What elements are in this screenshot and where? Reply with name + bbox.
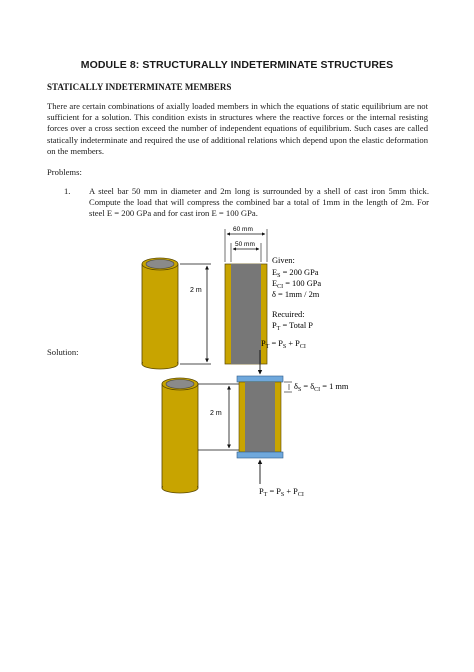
problem-number: 1.: [64, 186, 71, 196]
load-bottom-label: $P_T = P_S + P_{CI}$: [259, 487, 304, 498]
length-label-2: 2 m: [210, 410, 222, 417]
compressed-section: [237, 376, 283, 458]
deflection-label: $\delta_S = \delta_{CI} = 1$ mm: [294, 382, 349, 393]
inner-dim-label: 50 mm: [235, 241, 255, 248]
module-title: MODULE 8: STRUCTURALLY INDETERMINATE STRUCTURES: [80, 59, 394, 71]
given-block: [272, 256, 321, 332]
problems-label: Problems:: [47, 167, 82, 177]
problem-text: A steel bar 50 mm in diameter and 2m long is surrounded by a shell of cast iron 5mm thick. Compute the load that will compress the combined bar a total of 1mm in the length of 2m. For steel E = 200 GPa and for cast iron E = 100 GPa.: [89, 186, 429, 219]
required-label: Recuired:: [272, 310, 305, 319]
section-view: [225, 264, 267, 364]
outer-dim-label: 60 mm: [233, 226, 253, 233]
cylinder-3d: [142, 258, 178, 369]
given-eci: $E_{CI} = 100$ GPa: [272, 279, 322, 290]
load-top-label: $P_T = P_S + P_{CI}$: [261, 339, 306, 350]
solution-label: Solution:: [47, 347, 79, 357]
length-label: 2 m: [190, 287, 202, 294]
section-title: STATICALLY INDETERMINATE MEMBERS: [47, 82, 232, 92]
required-pt: $P_T$ = Total P: [272, 321, 313, 332]
given-es: $E_S = 200$ GPa: [272, 268, 319, 279]
cylinder-3d-2: [162, 378, 198, 493]
given-label: Given:: [272, 256, 295, 265]
intro-paragraph: There are certain combinations of axially loaded members in which the equations of static equilibrium are not sufficient for a solution. This condition exists in structures where the reactive forces or the internal resisting forces over a cross section exceed the number of independent equations of equilibrium. Such cases are called statically indeterminate and required the use of additional relations which depend upon the elastic deformation on the members.: [47, 101, 428, 156]
given-delta: δ = 1mm / 2m: [272, 290, 320, 299]
